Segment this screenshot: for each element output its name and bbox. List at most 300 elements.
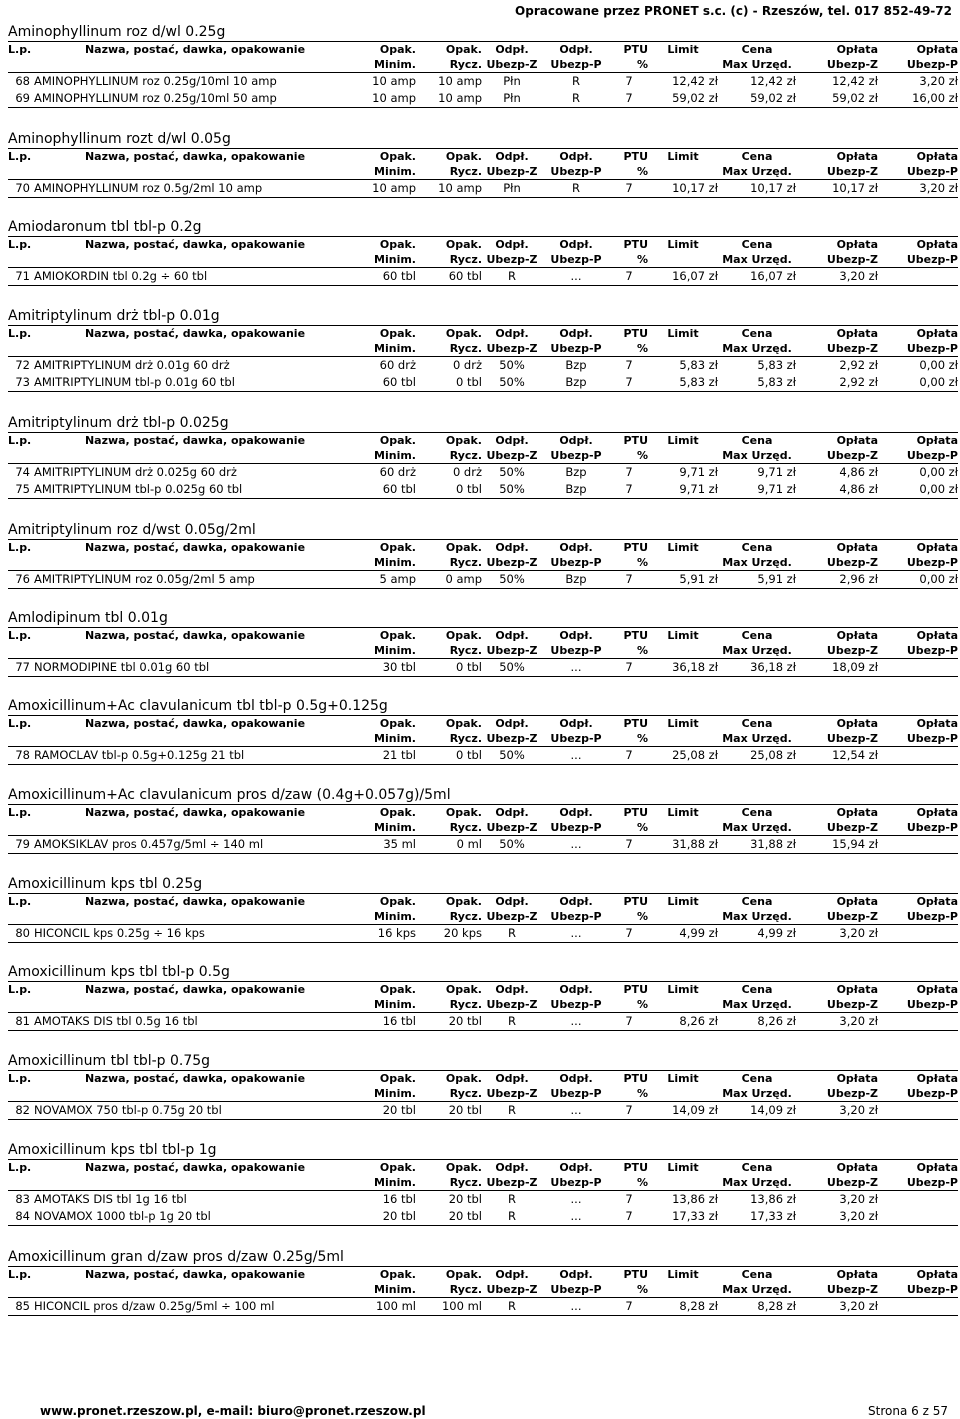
column-header-odpl-z: Ubezp-Z <box>486 732 538 745</box>
cell-oplata-z: 3,20 zł <box>839 1192 878 1206</box>
cell-opak-minim: 35 ml <box>383 837 416 851</box>
cell-opak-minim: 5 amp <box>379 572 416 586</box>
cell-opak-rycz: 0 tbl <box>456 482 482 496</box>
column-header-name <box>34 643 356 659</box>
section-title: Amlodipinum tbl 0.01g <box>8 610 168 626</box>
column-header-name: Nazwa, postać, dawka, opakowanie <box>84 43 306 56</box>
column-header-lp: L.p. <box>8 43 32 56</box>
column-header-opak-rycz: Opak. <box>445 541 482 554</box>
cell-lp: 85 <box>15 1299 30 1313</box>
column-header-ptu: PTU <box>623 983 648 996</box>
cell-opak-rycz: 0 tbl <box>456 375 482 389</box>
cell-name: NOVAMOX 750 tbl-p 0.75g 20 tbl <box>34 1103 222 1117</box>
column-header-odpl-z: Odpł. <box>495 1268 529 1281</box>
column-header-limit <box>648 997 718 1013</box>
drug-table <box>8 41 958 108</box>
cell-ptu: 7 <box>625 1103 633 1117</box>
column-header-ptu: PTU <box>623 717 648 730</box>
column-header-odpl-z: Odpł. <box>495 238 529 251</box>
column-header-oplata-z: Ubezp-Z <box>826 449 878 462</box>
table-row <box>8 464 958 482</box>
column-header-oplata-p: Opłata <box>916 541 958 554</box>
column-header-oplata-p: Ubezp-P <box>906 821 958 834</box>
column-header-opak-minim: Opak. <box>379 895 416 908</box>
drug-section <box>8 219 958 286</box>
column-header-name: Nazwa, postać, dawka, opakowanie <box>84 1161 306 1174</box>
drug-section <box>8 964 958 1031</box>
cell-limit: 5,91 zł <box>679 572 718 586</box>
column-header-name <box>34 731 356 747</box>
column-header-opak-rycz: Rycz. <box>449 1087 482 1100</box>
header-row <box>8 982 958 998</box>
cell-oplata-p: 0,00 zł <box>919 375 958 389</box>
cell-odpl-z: 50% <box>499 465 525 479</box>
column-header-cena: Max Urzęd. <box>722 910 792 923</box>
cell-cena: 8,26 zł <box>757 1014 796 1028</box>
column-header-oplata-z: Ubezp-Z <box>826 1176 878 1189</box>
column-header-odpl-p: Ubezp-P <box>550 1283 602 1296</box>
column-header-ptu: % <box>636 910 648 923</box>
column-header-opak-rycz: Opak. <box>445 895 482 908</box>
drug-table <box>8 893 958 943</box>
column-header-lp: L.p. <box>8 150 32 163</box>
column-header-lp <box>8 1086 34 1102</box>
column-header-cena: Cena <box>741 43 773 56</box>
column-header-oplata-z: Opłata <box>836 1072 878 1085</box>
column-header-odpl-z: Ubezp-Z <box>486 342 538 355</box>
column-header-odpl-p: Ubezp-P <box>550 165 602 178</box>
column-header-oplata-z: Opłata <box>836 983 878 996</box>
column-header-limit: Limit <box>667 1268 699 1281</box>
cell-oplata-p: 3,20 zł <box>919 74 958 88</box>
column-header-lp <box>8 731 34 747</box>
cell-cena: 5,91 zł <box>757 572 796 586</box>
column-header-cena: Max Urzęd. <box>722 1283 792 1296</box>
column-header-ptu: % <box>636 821 648 834</box>
table-row <box>8 1298 958 1316</box>
column-header-name <box>34 909 356 925</box>
cell-lp: 72 <box>15 358 30 372</box>
cell-odpl-z: R <box>508 269 516 283</box>
column-header-limit: Limit <box>667 238 699 251</box>
column-header-lp: L.p. <box>8 238 32 251</box>
column-header-ptu: % <box>636 556 648 569</box>
cell-oplata-z: 18,09 zł <box>832 660 878 674</box>
cell-odpl-z: 50% <box>499 375 525 389</box>
cell-name: HICONCIL kps 0.25g ÷ 16 kps <box>34 926 205 940</box>
cell-ptu: 7 <box>625 181 633 195</box>
column-header-odpl-z: Ubezp-Z <box>486 644 538 657</box>
column-header-oplata-p: Ubezp-P <box>906 449 958 462</box>
cell-name: AMOKSIKLAV pros 0.457g/5ml ÷ 140 ml <box>34 837 264 851</box>
cell-oplata-p <box>878 925 958 943</box>
column-header-opak-minim: Minim. <box>374 1176 416 1189</box>
column-header-opak-rycz: Rycz. <box>449 342 482 355</box>
cell-name: AMOTAKS DIS tbl 0.5g 16 tbl <box>34 1014 198 1028</box>
column-header-odpl-z: Ubezp-Z <box>486 556 538 569</box>
column-header-oplata-p: Opłata <box>916 1072 958 1085</box>
column-header-opak-rycz: Opak. <box>445 43 482 56</box>
cell-ptu: 7 <box>625 375 633 389</box>
drug-section <box>8 1142 958 1226</box>
drug-section <box>8 308 958 392</box>
column-header-ptu: PTU <box>623 629 648 642</box>
column-header-ptu: % <box>636 998 648 1011</box>
column-header-odpl-z: Ubezp-Z <box>486 1087 538 1100</box>
cell-opak-minim: 21 tbl <box>382 748 416 762</box>
cell-opak-rycz: 0 drż <box>452 358 482 372</box>
cell-oplata-z: 10,17 zł <box>832 181 878 195</box>
section-title: Amoxicillinum gran d/zaw pros d/zaw 0.25g/5ml <box>8 1249 344 1265</box>
cell-opak-minim: 20 tbl <box>382 1103 416 1117</box>
column-header-odpl-z: Odpł. <box>495 895 529 908</box>
column-header-ptu: PTU <box>623 895 648 908</box>
column-header-odpl-p: Odpł. <box>559 150 593 163</box>
cell-oplata-p <box>878 1208 958 1226</box>
cell-cena: 17,33 zł <box>750 1209 796 1223</box>
column-header-opak-rycz: Opak. <box>445 238 482 251</box>
cell-oplata-z: 2,92 zł <box>839 358 878 372</box>
cell-cena: 4,99 zł <box>757 926 796 940</box>
column-header-ptu: % <box>636 165 648 178</box>
cell-limit: 8,26 zł <box>679 1014 718 1028</box>
drug-table <box>8 1266 958 1316</box>
column-header-odpl-z: Odpł. <box>495 1161 529 1174</box>
column-header-odpl-p: Odpł. <box>559 806 593 819</box>
cell-name: AMITRIPTYLINUM tbl-p 0.01g 60 tbl <box>34 375 235 389</box>
column-header-opak-minim: Minim. <box>374 253 416 266</box>
cell-opak-minim: 10 amp <box>372 181 416 195</box>
column-header-lp <box>8 997 34 1013</box>
column-header-ptu: % <box>636 732 648 745</box>
table-row <box>8 90 958 108</box>
header-row <box>8 894 958 910</box>
cell-ptu: 7 <box>625 1209 633 1223</box>
cell-odpl-z: Płn <box>503 91 521 105</box>
table-row <box>8 1102 958 1120</box>
column-header-ptu: PTU <box>623 1268 648 1281</box>
drug-section <box>8 522 958 589</box>
column-header-ptu: PTU <box>623 434 648 447</box>
column-header-lp <box>8 164 34 180</box>
column-header-oplata-z: Opłata <box>836 238 878 251</box>
column-header-oplata-z: Opłata <box>836 1268 878 1281</box>
column-header-ptu: PTU <box>623 1161 648 1174</box>
column-header-cena: Max Urzęd. <box>722 644 792 657</box>
column-header-name: Nazwa, postać, dawka, opakowanie <box>84 327 306 340</box>
cell-lp: 76 <box>15 572 30 586</box>
column-header-odpl-z: Odpł. <box>495 327 529 340</box>
column-header-odpl-p: Odpł. <box>559 541 593 554</box>
cell-opak-rycz: 20 tbl <box>448 1014 482 1028</box>
header-row <box>8 1160 958 1176</box>
column-header-odpl-p: Ubezp-P <box>550 253 602 266</box>
column-header-opak-minim: Opak. <box>379 629 416 642</box>
column-header-odpl-p: Ubezp-P <box>550 1087 602 1100</box>
cell-lp: 70 <box>15 181 30 195</box>
column-header-oplata-z: Ubezp-Z <box>826 1283 878 1296</box>
column-header-opak-minim: Opak. <box>379 150 416 163</box>
column-header-ptu: PTU <box>623 1072 648 1085</box>
table-row <box>8 1208 958 1226</box>
column-header-opak-minim: Opak. <box>379 43 416 56</box>
cell-odpl-z: R <box>508 1209 516 1223</box>
cell-odpl-z: 50% <box>499 748 525 762</box>
header-row <box>8 237 958 253</box>
column-header-oplata-p: Opłata <box>916 150 958 163</box>
cell-cena: 5,83 zł <box>757 375 796 389</box>
cell-odpl-p: Bzp <box>565 375 587 389</box>
column-header-odpl-p: Odpł. <box>559 895 593 908</box>
column-header-opak-minim: Minim. <box>374 732 416 745</box>
drug-table <box>8 804 958 854</box>
cell-lp: 83 <box>15 1192 30 1206</box>
column-header-odpl-p: Ubezp-P <box>550 732 602 745</box>
column-header-name: Nazwa, postać, dawka, opakowanie <box>84 1268 306 1281</box>
column-header-limit: Limit <box>667 983 699 996</box>
header-row <box>8 42 958 58</box>
column-header-odpl-p: Ubezp-P <box>550 821 602 834</box>
cell-limit: 36,18 zł <box>672 660 718 674</box>
column-header-lp: L.p. <box>8 717 32 730</box>
column-header-cena: Cena <box>741 895 773 908</box>
cell-ptu: 7 <box>625 572 633 586</box>
column-header-lp: L.p. <box>8 1072 32 1085</box>
cell-opak-rycz: 0 tbl <box>456 748 482 762</box>
column-header-odpl-p: Ubezp-P <box>550 998 602 1011</box>
cell-ptu: 7 <box>625 1299 633 1313</box>
cell-name: AMITRIPTYLINUM roz 0.05g/2ml 5 amp <box>34 572 255 586</box>
section-title: Amoxicillinum+Ac clavulanicum pros d/zaw (0.4g+0.057g)/5ml <box>8 787 451 803</box>
cell-cena: 13,86 zł <box>750 1192 796 1206</box>
cell-odpl-p: ... <box>570 748 582 762</box>
column-header-opak-rycz: Opak. <box>445 1161 482 1174</box>
column-header-oplata-z: Ubezp-Z <box>826 821 878 834</box>
column-header-lp <box>8 909 34 925</box>
cell-oplata-p <box>878 1298 958 1316</box>
column-header-oplata-p: Ubezp-P <box>906 644 958 657</box>
document-header: Opracowane przez PRONET s.c. (c) - Rzeszów, tel. 017 852-49-72 <box>515 4 952 18</box>
column-header-oplata-z: Ubezp-Z <box>826 253 878 266</box>
column-header-oplata-p: Ubezp-P <box>906 910 958 923</box>
column-header-name: Nazwa, postać, dawka, opakowanie <box>84 629 306 642</box>
cell-ptu: 7 <box>625 482 633 496</box>
column-header-opak-rycz: Rycz. <box>449 732 482 745</box>
cell-odpl-z: R <box>508 1103 516 1117</box>
cell-limit: 17,33 zł <box>672 1209 718 1223</box>
column-header-limit: Limit <box>667 629 699 642</box>
column-header-opak-minim: Minim. <box>374 556 416 569</box>
cell-odpl-z: 50% <box>499 660 525 674</box>
column-header-limit: Limit <box>667 327 699 340</box>
cell-ptu: 7 <box>625 91 633 105</box>
column-header-oplata-p: Opłata <box>916 327 958 340</box>
cell-cena: 5,83 zł <box>757 358 796 372</box>
column-header-opak-rycz: Opak. <box>445 806 482 819</box>
column-header-odpl-p: Ubezp-P <box>550 556 602 569</box>
column-header-odpl-z: Ubezp-Z <box>486 165 538 178</box>
column-header-name <box>34 1282 356 1298</box>
cell-opak-rycz: 0 ml <box>456 837 482 851</box>
column-header-opak-rycz: Rycz. <box>449 821 482 834</box>
cell-limit: 8,28 zł <box>679 1299 718 1313</box>
column-header-cena: Max Urzęd. <box>722 556 792 569</box>
footer-contact: www.pronet.rzeszow.pl, e-mail: biuro@pronet.rzeszow.pl <box>40 1404 426 1418</box>
cell-oplata-p <box>878 747 958 765</box>
drug-table <box>8 432 958 499</box>
column-header-oplata-p: Opłata <box>916 238 958 251</box>
column-header-odpl-z: Ubezp-Z <box>486 1283 538 1296</box>
column-header-opak-minim: Opak. <box>379 327 416 340</box>
cell-name: AMITRIPTYLINUM drż 0.025g 60 drż <box>34 465 237 479</box>
cell-opak-rycz: 0 drż <box>452 465 482 479</box>
column-header-name: Nazwa, postać, dawka, opakowanie <box>84 983 306 996</box>
column-header-cena: Cena <box>741 1268 773 1281</box>
column-header-opak-minim: Minim. <box>374 58 416 71</box>
column-header-odpl-z: Odpł. <box>495 434 529 447</box>
drug-table <box>8 627 958 677</box>
column-header-oplata-p: Ubezp-P <box>906 1176 958 1189</box>
column-header-ptu: % <box>636 58 648 71</box>
header-row <box>8 997 958 1013</box>
column-header-limit: Limit <box>667 434 699 447</box>
column-header-cena: Cena <box>741 434 773 447</box>
column-header-odpl-p: Ubezp-P <box>550 58 602 71</box>
drug-table <box>8 325 958 392</box>
cell-name: NOVAMOX 1000 tbl-p 1g 20 tbl <box>34 1209 211 1223</box>
column-header-lp: L.p. <box>8 895 32 908</box>
column-header-limit: Limit <box>667 43 699 56</box>
column-header-opak-rycz: Rycz. <box>449 644 482 657</box>
cell-odpl-z: Płn <box>503 74 521 88</box>
cell-odpl-z: 50% <box>499 572 525 586</box>
column-header-odpl-p: Odpł. <box>559 629 593 642</box>
cell-limit: 16,07 zł <box>672 269 718 283</box>
column-header-cena: Max Urzęd. <box>722 1176 792 1189</box>
column-header-ptu: % <box>636 1176 648 1189</box>
column-header-opak-rycz: Rycz. <box>449 253 482 266</box>
column-header-oplata-p: Ubezp-P <box>906 998 958 1011</box>
cell-name: AMIOKORDIN tbl 0.2g ÷ 60 tbl <box>34 269 208 283</box>
column-header-cena: Max Urzęd. <box>722 342 792 355</box>
cell-oplata-z: 3,20 zł <box>839 926 878 940</box>
column-header-opak-minim: Minim. <box>374 449 416 462</box>
column-header-name <box>34 57 356 73</box>
cell-odpl-p: ... <box>570 1103 582 1117</box>
column-header-opak-rycz: Opak. <box>445 1268 482 1281</box>
column-header-oplata-z: Ubezp-Z <box>826 58 878 71</box>
column-header-opak-rycz: Rycz. <box>449 58 482 71</box>
drug-section <box>8 131 958 198</box>
cell-limit: 25,08 zł <box>672 748 718 762</box>
column-header-cena: Cena <box>741 238 773 251</box>
drug-table <box>8 148 958 198</box>
column-header-cena: Max Urzęd. <box>722 1087 792 1100</box>
cell-lp: 84 <box>15 1209 30 1223</box>
column-header-limit: Limit <box>667 1161 699 1174</box>
table-row <box>8 180 958 198</box>
column-header-oplata-z: Ubezp-Z <box>826 998 878 1011</box>
column-header-oplata-p: Ubezp-P <box>906 58 958 71</box>
column-header-cena: Cena <box>741 1161 773 1174</box>
cell-lp: 68 <box>15 74 30 88</box>
cell-lp: 73 <box>15 375 30 389</box>
cell-oplata-z: 3,20 zł <box>839 1209 878 1223</box>
cell-limit: 14,09 zł <box>672 1103 718 1117</box>
column-header-oplata-z: Ubezp-Z <box>826 342 878 355</box>
header-row <box>8 909 958 925</box>
cell-limit: 9,71 zł <box>679 465 718 479</box>
column-header-odpl-p: Odpł. <box>559 1161 593 1174</box>
cell-limit: 12,42 zł <box>672 74 718 88</box>
column-header-opak-minim: Opak. <box>379 983 416 996</box>
cell-oplata-p <box>878 1102 958 1120</box>
column-header-lp <box>8 252 34 268</box>
cell-limit: 59,02 zł <box>672 91 718 105</box>
column-header-limit: Limit <box>667 541 699 554</box>
cell-opak-rycz: 0 tbl <box>456 660 482 674</box>
header-row <box>8 805 958 821</box>
cell-odpl-z: R <box>508 1014 516 1028</box>
drug-section <box>8 415 958 499</box>
cell-name: AMOTAKS DIS tbl 1g 16 tbl <box>34 1192 187 1206</box>
column-header-odpl-p: Odpł. <box>559 238 593 251</box>
column-header-odpl-p: Ubezp-P <box>550 342 602 355</box>
drug-table <box>8 1070 958 1120</box>
section-title: Amoxicillinum kps tbl 0.25g <box>8 876 203 892</box>
cell-oplata-z: 15,94 zł <box>832 837 878 851</box>
column-header-odpl-z: Ubezp-Z <box>486 58 538 71</box>
cell-ptu: 7 <box>625 465 633 479</box>
column-header-name <box>34 252 356 268</box>
cell-opak-minim: 60 tbl <box>382 375 416 389</box>
cell-oplata-p <box>878 1191 958 1209</box>
column-header-name: Nazwa, postać, dawka, opakowanie <box>84 806 306 819</box>
column-header-odpl-z: Ubezp-Z <box>486 821 538 834</box>
cell-name: AMINOPHYLLINUM roz 0.25g/10ml 10 amp <box>34 74 277 88</box>
column-header-ptu: PTU <box>623 541 648 554</box>
cell-cena: 8,28 zł <box>757 1299 796 1313</box>
column-header-name <box>34 1175 356 1191</box>
table-row <box>8 836 958 854</box>
cell-opak-minim: 10 amp <box>372 74 416 88</box>
column-header-odpl-p: Odpł. <box>559 717 593 730</box>
column-header-name <box>34 997 356 1013</box>
cell-opak-minim: 16 tbl <box>382 1192 416 1206</box>
drug-section <box>8 610 958 677</box>
column-header-opak-rycz: Rycz. <box>449 556 482 569</box>
column-header-cena: Max Urzęd. <box>722 449 792 462</box>
column-header-oplata-z: Ubezp-Z <box>826 644 878 657</box>
column-header-name <box>34 448 356 464</box>
column-header-lp: L.p. <box>8 806 32 819</box>
cell-name: AMINOPHYLLINUM roz 0.25g/10ml 50 amp <box>34 91 277 105</box>
column-header-lp: L.p. <box>8 1268 32 1281</box>
column-header-limit <box>648 909 718 925</box>
column-header-limit: Limit <box>667 895 699 908</box>
section-title: Aminophyllinum rozt d/wl 0.05g <box>8 131 231 147</box>
column-header-ptu: % <box>636 1283 648 1296</box>
cell-opak-rycz: 10 amp <box>438 74 482 88</box>
cell-oplata-p: 0,00 zł <box>919 465 958 479</box>
drug-table <box>8 539 958 589</box>
cell-oplata-p <box>878 836 958 854</box>
column-header-lp <box>8 448 34 464</box>
column-header-cena: Cena <box>741 983 773 996</box>
column-header-opak-rycz: Opak. <box>445 629 482 642</box>
section-title: Amitriptylinum drż tbl-p 0.025g <box>8 415 229 431</box>
column-header-oplata-p: Opłata <box>916 1268 958 1281</box>
